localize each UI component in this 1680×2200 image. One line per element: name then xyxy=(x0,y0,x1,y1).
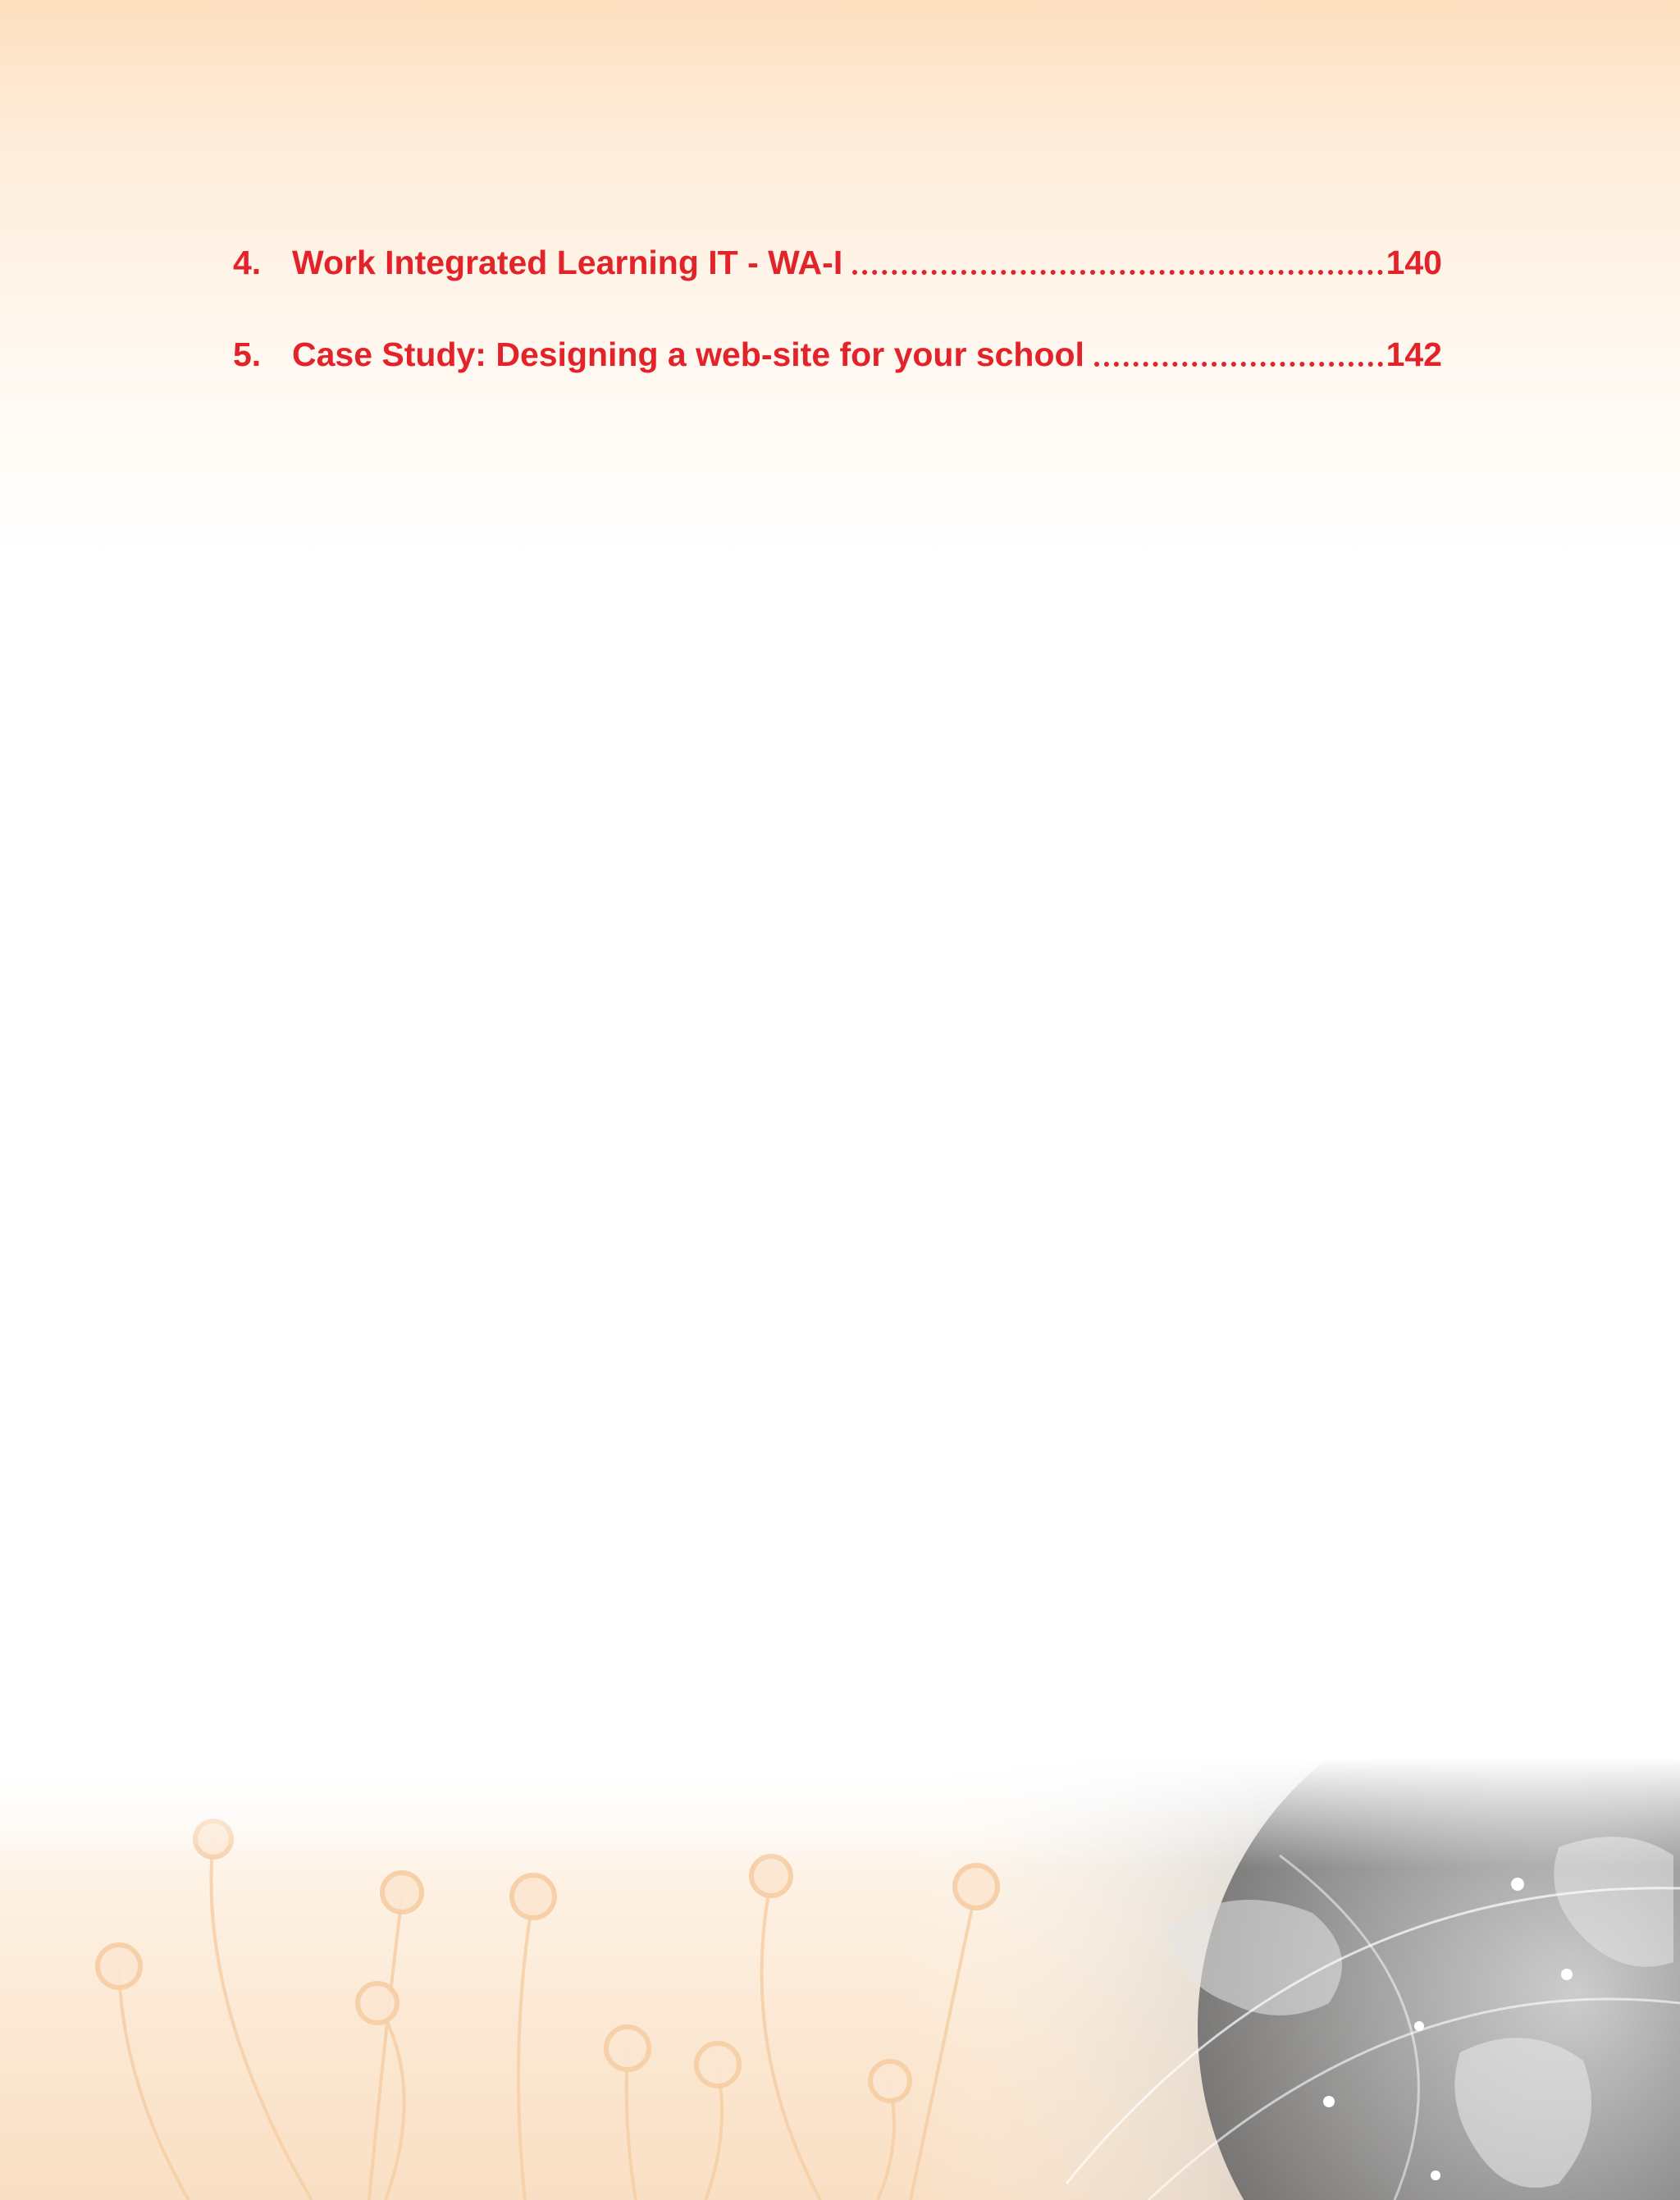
toc-entry-page: 142 xyxy=(1386,335,1442,373)
dot-leader xyxy=(852,270,1382,275)
toc-entry[interactable] xyxy=(233,330,1442,379)
toc-entry-title: Case Study: Designing a web-site for your school xyxy=(292,335,1084,373)
toc-entry-title: Work Integrated Learning IT - WA-I xyxy=(292,244,843,281)
table-of-contents xyxy=(233,238,1442,422)
globe-circuit-decoration xyxy=(0,1757,1680,2200)
toc-entry-number: 5. xyxy=(233,335,262,373)
toc-entry-number: 4. xyxy=(233,244,262,281)
dot-leader xyxy=(1094,362,1383,367)
toc-entry-page: 140 xyxy=(1386,244,1442,281)
toc-entry[interactable] xyxy=(233,238,1442,287)
